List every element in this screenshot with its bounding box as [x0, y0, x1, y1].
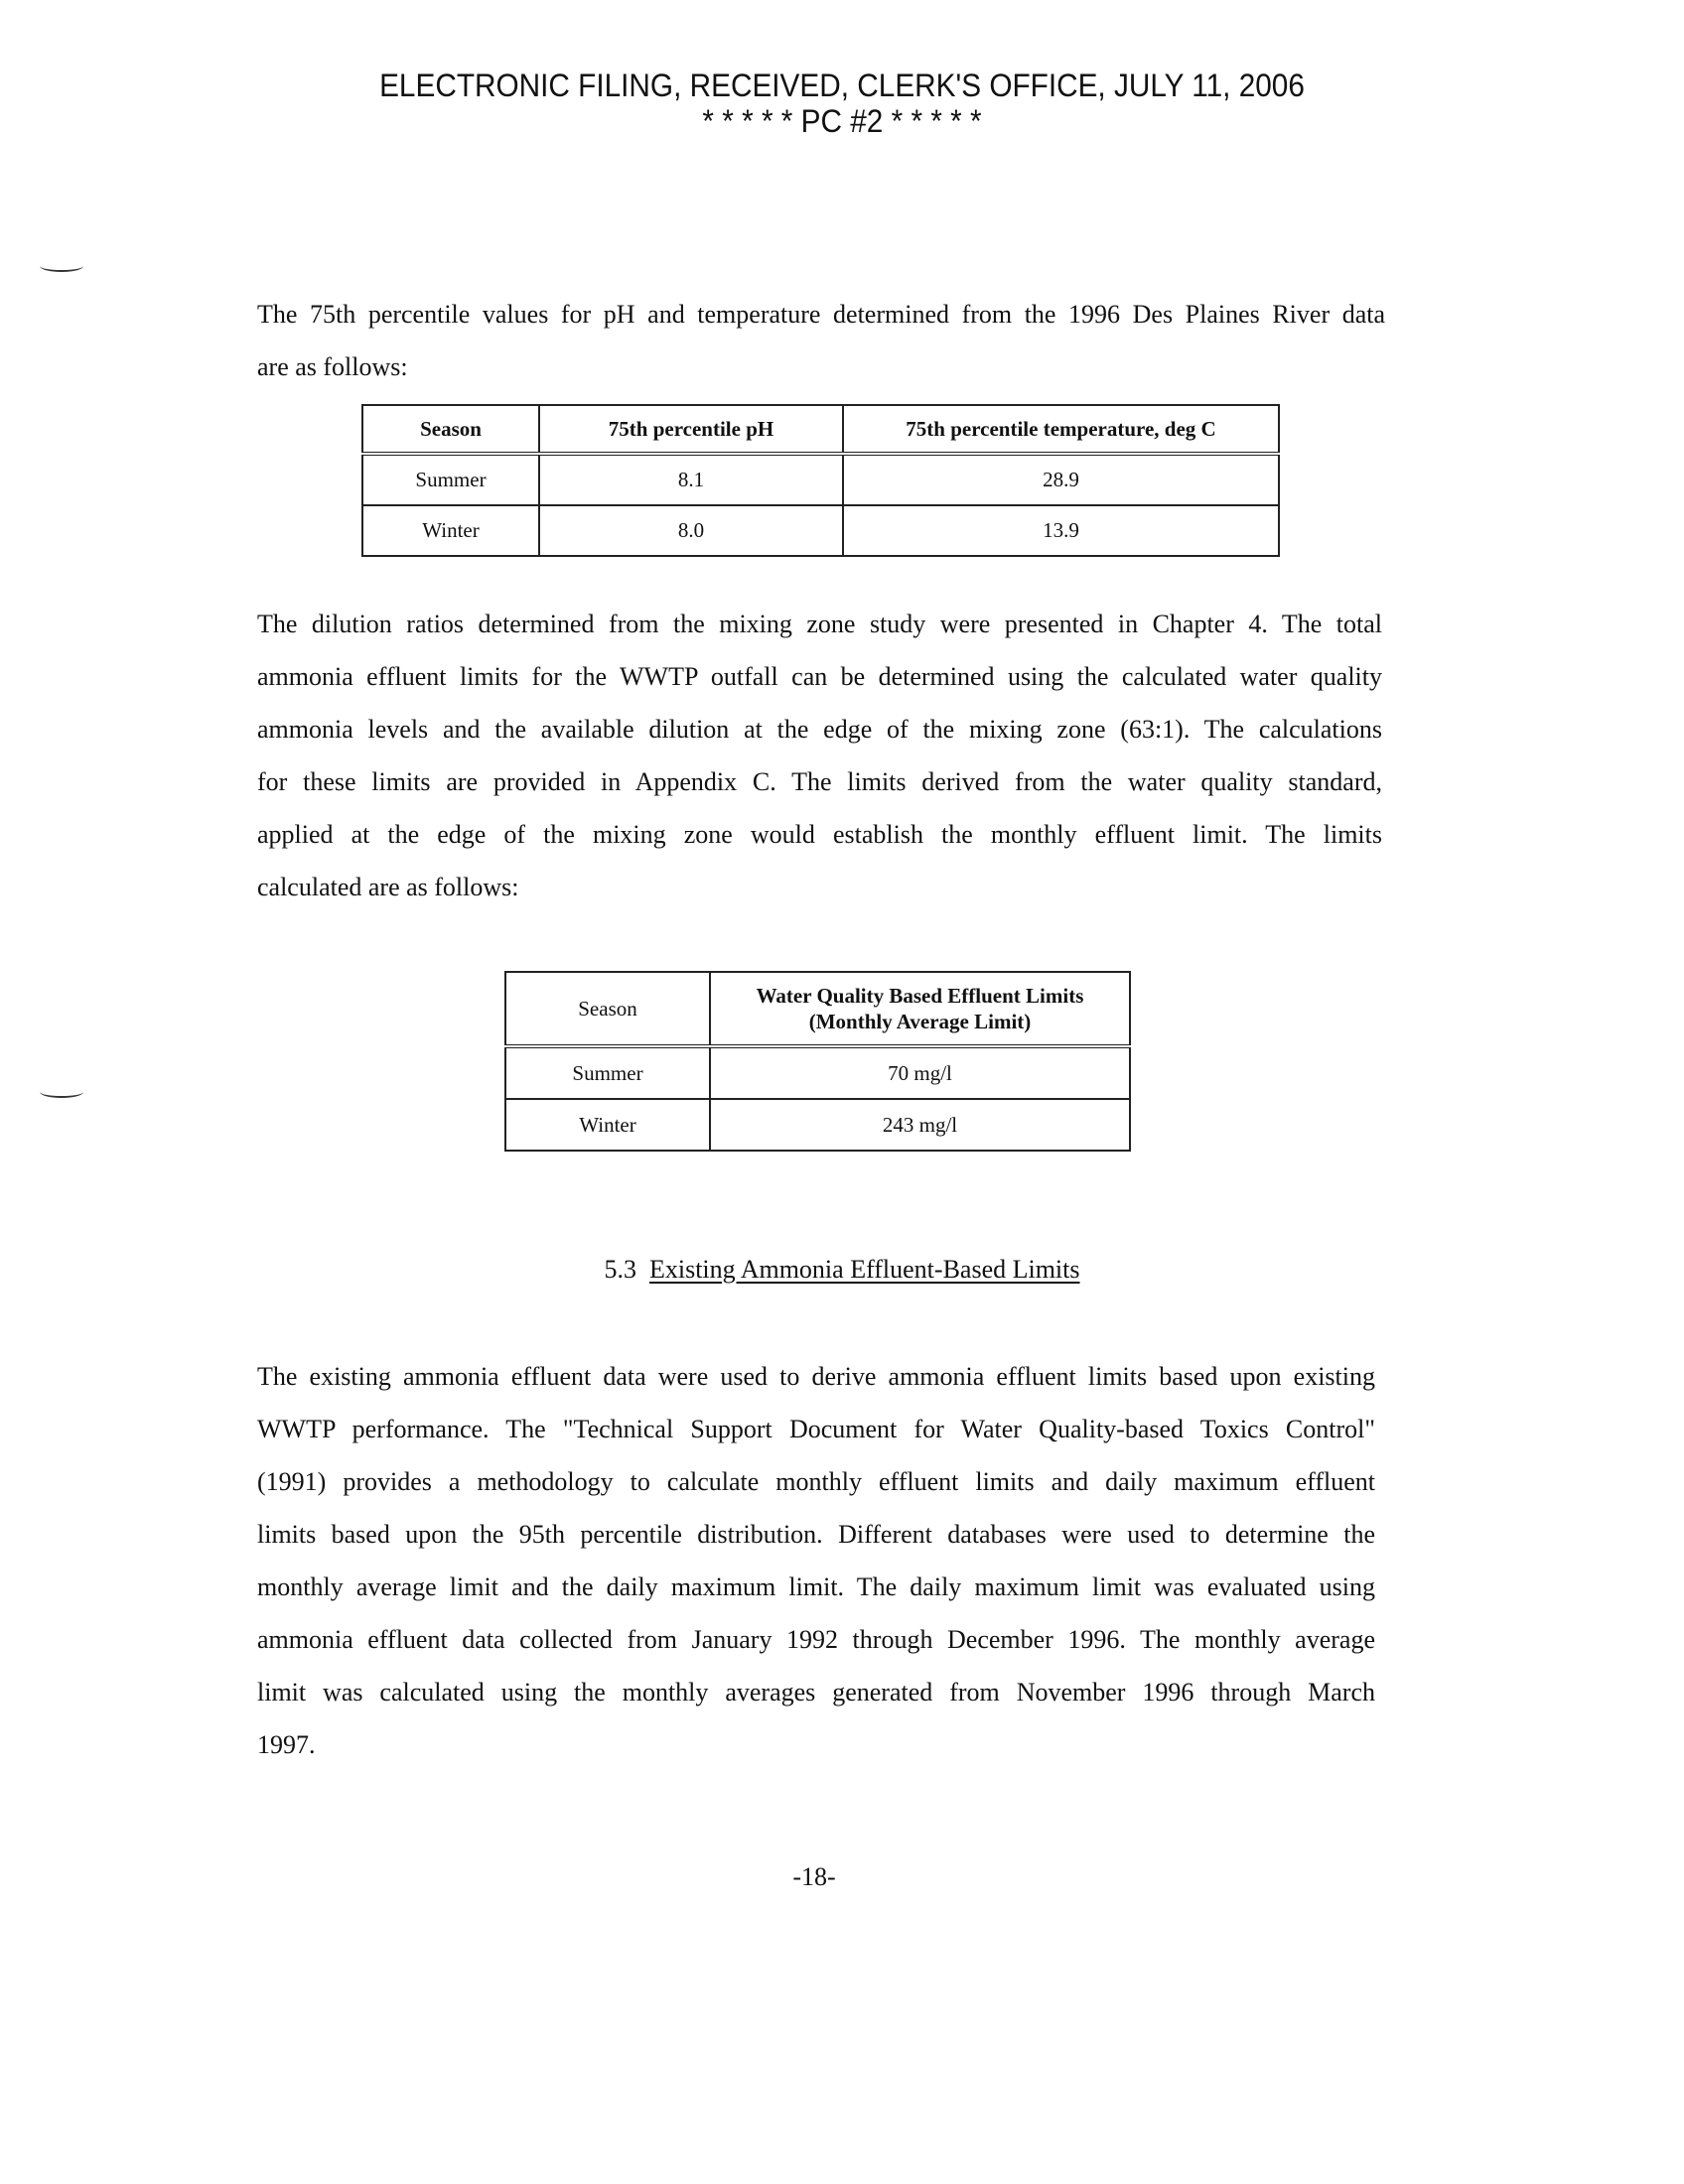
text-line: calculated are as follows:	[257, 873, 519, 901]
paragraph-dilution-ratios	[257, 598, 1382, 913]
text-line: ammonia levels and the available dilution at the edge of the mixing zone (63:1). The calculations	[257, 715, 1382, 744]
cell-limit: 243 mg/l	[710, 1099, 1130, 1151]
header-subline: (Monthly Average Limit)	[808, 1010, 1032, 1033]
text-line: WWTP performance. The "Technical Support Document for Water Quality-based Toxics Control"	[257, 1415, 1375, 1443]
text-line: The existing ammonia effluent data were used to derive ammonia effluent limits based upon existing	[257, 1362, 1375, 1391]
cell-ph: 8.0	[539, 505, 843, 556]
cell-season: Winter	[505, 1099, 710, 1151]
table-row	[505, 1099, 1130, 1151]
text-line: limits based upon the 95th percentile distribution. Different databases were used to determine the	[257, 1520, 1375, 1549]
cell-season: Summer	[505, 1046, 710, 1099]
text-line: are as follows:	[257, 352, 408, 381]
cell-season: Summer	[362, 454, 539, 505]
header-line: Water Quality Based Effluent Limits	[756, 984, 1084, 1008]
effluent-limits-table	[504, 971, 1131, 1152]
binder-hole-mark	[40, 1086, 83, 1098]
cell-temperature: 28.9	[843, 454, 1279, 505]
text-line: ammonia effluent data collected from January 1992 through December 1996. The monthly average	[257, 1625, 1375, 1654]
filing-stamp-pc-number: * * * * * PC #2 * * * * *	[702, 103, 982, 139]
table-row	[505, 1046, 1130, 1099]
text-line: for these limits are provided in Appendix C. The limits derived from the water quality standard,	[257, 767, 1382, 796]
cell-temperature: 13.9	[843, 505, 1279, 556]
section-number: 5.3	[604, 1255, 636, 1284]
page-number: -18-	[792, 1862, 836, 1891]
text-line: (1991) provides a methodology to calculate monthly effluent limits and daily maximum effluent	[257, 1467, 1375, 1496]
cell-limit: 70 mg/l	[710, 1046, 1130, 1099]
section-heading	[0, 1255, 1684, 1285]
cell-ph: 8.1	[539, 454, 843, 505]
text-line: 1997.	[257, 1730, 316, 1759]
table-row	[362, 505, 1279, 556]
text-line: monthly average limit and the daily maximum limit. The daily maximum limit was evaluated using	[257, 1572, 1375, 1601]
text-line: applied at the edge of the mixing zone would establish the monthly effluent limit. The limits	[257, 820, 1382, 849]
column-header-season: Season	[505, 972, 710, 1046]
percentile-table	[361, 404, 1280, 557]
column-header-temperature: 75th percentile temperature, deg C	[843, 405, 1279, 454]
text-line: limit was calculated using the monthly averages generated from November 1996 through March	[257, 1678, 1375, 1706]
section-title: Existing Ammonia Effluent-Based Limits	[648, 1255, 1080, 1284]
column-header-ph: 75th percentile pH	[539, 405, 843, 454]
column-header-season: Season	[362, 405, 539, 454]
binder-hole-mark	[40, 260, 83, 272]
column-header-limits	[710, 972, 1130, 1046]
filing-stamp-line: ELECTRONIC FILING, RECEIVED, CLERK'S OFFICE, JULY 11, 2006	[379, 68, 1305, 103]
paragraph-existing-limits	[257, 1350, 1375, 1771]
cell-season: Winter	[362, 505, 539, 556]
text-line: The 75th percentile values for pH and temperature determined from the 1996 Des Plaines River data	[257, 300, 1385, 329]
paragraph-ph-temperature-intro	[257, 288, 1385, 393]
table-row	[362, 454, 1279, 505]
text-line: ammonia effluent limits for the WWTP outfall can be determined using the calculated water quality	[257, 662, 1382, 691]
text-line: The dilution ratios determined from the mixing zone study were presented in Chapter 4. The total	[257, 610, 1382, 638]
